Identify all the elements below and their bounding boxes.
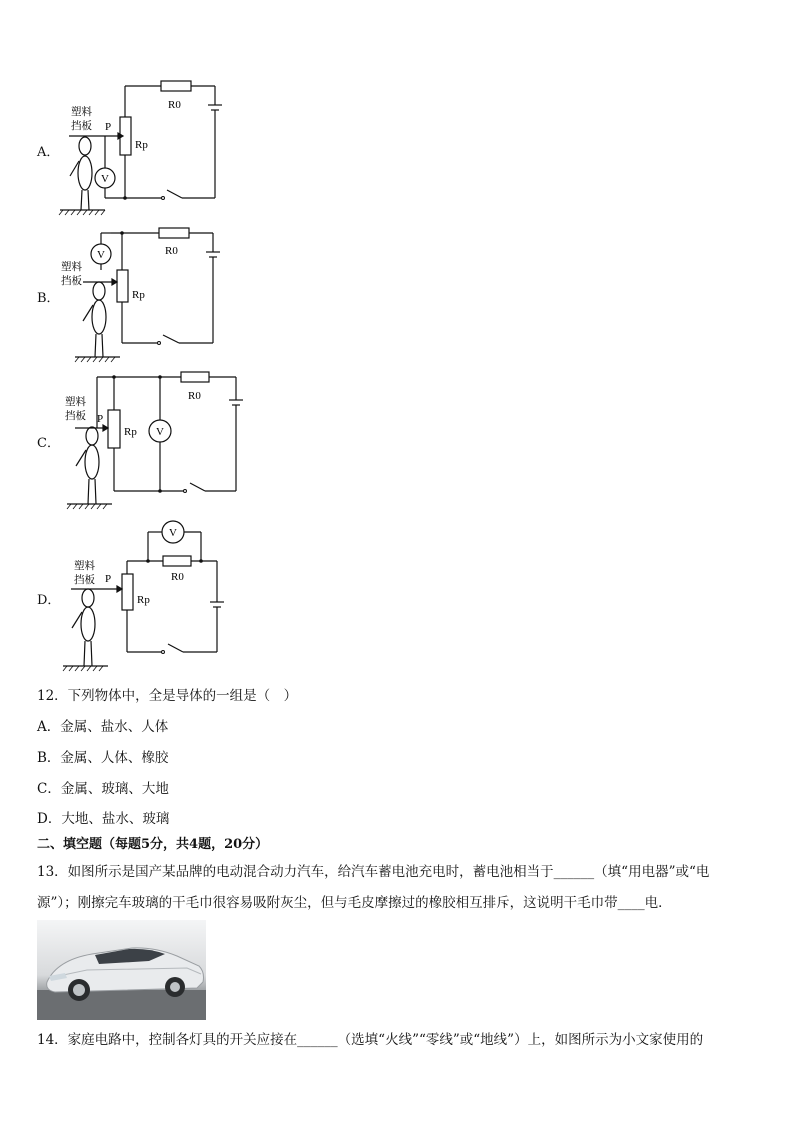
rp-label-d: Rp bbox=[137, 594, 150, 606]
option-b-letter: B． bbox=[37, 291, 60, 306]
q12-option-c: C．金属、玻璃、大地 bbox=[37, 781, 169, 797]
q13-line-2: 源”）；刚擦完车玻璃的干毛巾很容易吸附灰尘，但与毛皮摩擦过的橡胶相互排斥，这说明干毛巾带____电． bbox=[37, 895, 672, 911]
plastic-label-c-2: 挡板 bbox=[65, 410, 86, 422]
voltmeter-label-c: V bbox=[156, 426, 164, 438]
plastic-label-a-2: 挡板 bbox=[71, 120, 92, 132]
plastic-label-b-2: 挡板 bbox=[61, 275, 82, 287]
r0-label-d: R0 bbox=[171, 571, 184, 583]
slider-label-a: P bbox=[105, 121, 112, 133]
q12-option-d: D．大地、盐水、玻璃 bbox=[37, 811, 170, 827]
circuit-diagram-d bbox=[55, 518, 230, 673]
q12-option-a: A．金属、盐水、人体 bbox=[37, 719, 169, 735]
voltmeter-label-a: V bbox=[101, 173, 109, 185]
slider-label-c: P bbox=[97, 413, 104, 425]
q13-line-1: 13．如图所示是国产某品牌的电动混合动力汽车，给汽车蓄电池充电时，蓄电池相当于______（填“用电器”或“电 bbox=[37, 864, 710, 880]
section-heading: 二、填空题（每题5分，共4题，20分） bbox=[37, 837, 269, 852]
plastic-label-a-1: 塑料 bbox=[71, 106, 92, 118]
rp-label-b: Rp bbox=[132, 289, 145, 301]
q14-line-1: 14．家庭电路中，控制各灯具的开关应接在______（选填“火线”“零线”或“地线”）上，如图所示为小文家使用的 bbox=[37, 1032, 704, 1048]
q12-stem: 12．下列物体中，全是导体的一组是（ ） bbox=[37, 688, 298, 704]
rp-label-c: Rp bbox=[124, 426, 137, 438]
option-c-letter: C． bbox=[37, 436, 60, 451]
plastic-label-b-1: 塑料 bbox=[61, 261, 82, 273]
r0-label-a: R0 bbox=[168, 99, 181, 111]
option-d-letter: D． bbox=[37, 593, 61, 608]
plastic-label-c-1: 塑料 bbox=[65, 396, 86, 408]
q12-option-b: B．金属、人体、橡胶 bbox=[37, 750, 169, 766]
car-image bbox=[37, 920, 206, 1020]
slider-label-d: P bbox=[105, 573, 112, 585]
circuit-diagram-c bbox=[55, 368, 250, 513]
circuit-diagram-b bbox=[55, 225, 230, 365]
rp-label-a: Rp bbox=[135, 139, 148, 151]
plastic-label-d-1: 塑料 bbox=[74, 560, 95, 572]
r0-label-b: R0 bbox=[165, 245, 178, 257]
option-a-letter: A． bbox=[37, 145, 60, 160]
voltmeter-label-d: V bbox=[169, 527, 177, 539]
circuit-diagram-a bbox=[55, 78, 230, 218]
r0-label-c: R0 bbox=[188, 390, 201, 402]
plastic-label-d-2: 挡板 bbox=[74, 574, 95, 586]
voltmeter-label-b: V bbox=[97, 249, 105, 261]
